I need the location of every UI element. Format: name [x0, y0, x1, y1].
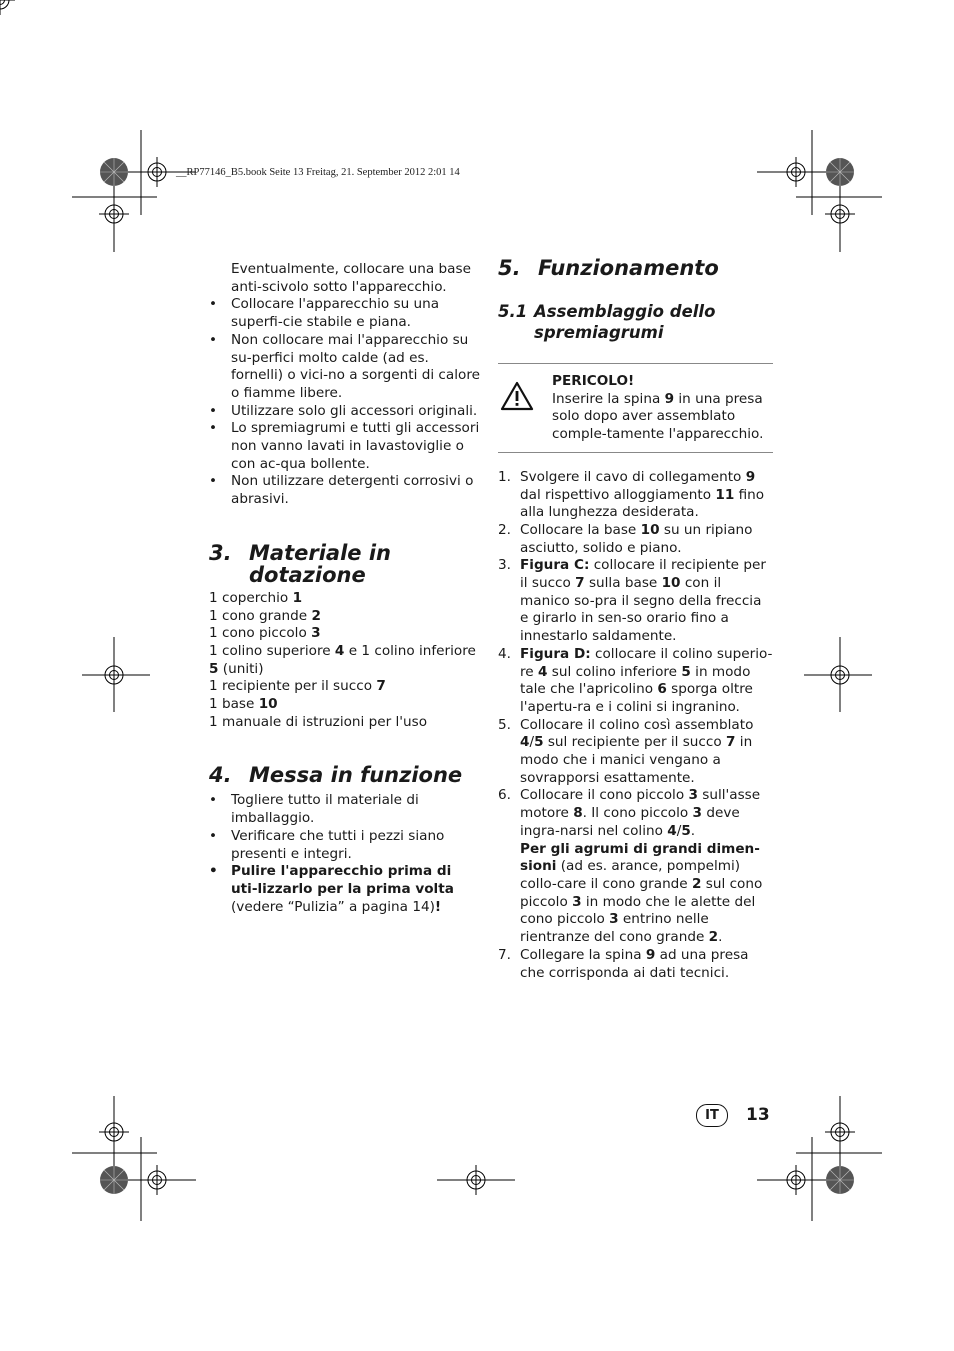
- list-item: 1 manuale di istruzioni per l'uso: [209, 713, 428, 730]
- list-item: • Togliere tutto il materiale di imballaggio.: [209, 792, 419, 827]
- list-item: • Lo spremiagrumi e tutti gli accessori non vanno lavati in lavastoviglie o con ac-qua bollente.: [209, 420, 480, 472]
- bullet-icon: •: [209, 420, 218, 437]
- section-4-heading: 4. Messa in funzione: [209, 763, 463, 788]
- section-5-heading: 5. Funzionamento: [498, 256, 719, 280]
- intro-text: Eventualmente, collocare una base anti-scivolo sotto l'apparecchio.: [231, 261, 471, 295]
- inventory-list: [209, 590, 481, 732]
- step-number: 5.: [498, 716, 511, 733]
- list-item: • Utilizzare solo gli accessori originali.: [209, 402, 478, 419]
- startup-list: [209, 792, 481, 916]
- list-item: 1 recipiente per il succo 7: [209, 678, 386, 695]
- list-item: • Verificare che tutti i pezzi siano presenti e integri.: [209, 827, 445, 862]
- right-column: [498, 257, 773, 982]
- step-item: 4. Figura D: collocare il colino superio-re 4 sul colino inferiore 5 in modo tale che l'apricolino 6 sporga oltre l'apertu-ra e i colini si ingranino.: [498, 645, 773, 715]
- warning-icon: [500, 381, 534, 411]
- list-item: • Pulire l'apparecchio prima di uti-lizzarlo per la prima volta (vedere “Pulizia” a pagina 14)!: [209, 863, 454, 915]
- list-item: 1 cono grande 2: [209, 607, 321, 624]
- step-number: 4.: [498, 645, 511, 662]
- bullet-icon: •: [209, 473, 218, 490]
- step-number: 6.: [498, 787, 511, 804]
- list-item: 1 base 10: [209, 696, 278, 713]
- step-item: 3. Figura C: collocare il recipiente per il succo 7 sulla base 10 con il manico so-pra il segno della freccia e girarlo in sen-so orario fino a innestarlo saldamente.: [498, 557, 766, 645]
- step-item: 5. Collocare il colino così assemblato 4/5 sul recipiente per il succo 7 in modo che i manici vengano a sovrapporsi esattamente.: [498, 716, 754, 786]
- left-column: [209, 261, 481, 916]
- step-number: 1.: [498, 468, 511, 485]
- step-number: 3.: [498, 557, 511, 574]
- safety-list: [209, 296, 481, 508]
- bullet-icon: •: [209, 331, 218, 348]
- list-item: 1 cono piccolo 3: [209, 625, 321, 642]
- bullet-icon: •: [209, 296, 218, 313]
- list-item: • Non collocare mai l'apparecchio su su-perfici molto calde (ad es. fornelli) o vici-no a sorgenti di calore o fiamme libere.: [209, 331, 480, 401]
- list-item: • Collocare l'apparecchio su una superfi-cie stabile e piana.: [209, 296, 440, 331]
- step-number: 7.: [498, 946, 511, 963]
- bullet-icon: •: [209, 827, 218, 844]
- step-item: 6. Collocare il cono piccolo 3 sull'asse motore 8. Il cono piccolo 3 deve ingra-narsi nel colino 4/5. Per gli agrumi di grandi dimen-sioni (ad es. arance, pompelmi) collo-care il cono grande 2 sul cono piccolo 3 in modo che le alette del cono piccolo 3 entrino nelle rientranze del cono grande 2.: [498, 787, 773, 946]
- bullet-icon: •: [209, 402, 218, 419]
- list-item: • Non utilizzare detergenti corrosivi o abrasivi.: [209, 473, 474, 508]
- step-note: Per gli agrumi di grandi dimen-sioni (ad es. arance, pompelmi) collo-care il cono grande 2 sul cono piccolo 3 in modo che le alette del cono piccolo 3 entrino nelle rientranze del cono grande 2.: [520, 840, 763, 946]
- section-5-1-heading: 5.1 Assemblaggio dello spremiagrumi: [498, 302, 716, 342]
- step-number: 2.: [498, 521, 511, 538]
- print-header: __RP77146_B5.book Seite 13 Freitag, 21. September 2012 2:01 14: [176, 167, 460, 178]
- list-item: 1 colino superiore 4 e 1 colino inferiore 5 (uniti): [209, 642, 476, 677]
- step-item: 2. Collocare la base 10 su un ripiano asciutto, solido e piano.: [498, 521, 753, 556]
- bullet-icon: •: [209, 863, 218, 880]
- assembly-steps: [498, 469, 773, 982]
- section-3-heading: 3. Materiale in dotazione: [209, 540, 391, 587]
- step-item: 1. Svolgere il cavo di collegamento 9 dal rispettivo alloggiamento 11 fino alla lunghezza desiderata.: [498, 468, 765, 521]
- language-badge: IT: [696, 1104, 728, 1127]
- step-item: 7. Collegare la spina 9 ad una presa che corrisponda ai dati tecnici.: [498, 946, 749, 981]
- list-item: 1 coperchio 1: [209, 589, 303, 606]
- danger-heading: PERICOLO!: [552, 373, 635, 389]
- page-number: 13: [746, 1105, 770, 1125]
- danger-notice: PERICOLO! Inserire la spina 9 in una presa solo dopo aver assemblato comple-tamente l'apparecchio.: [498, 363, 773, 453]
- bullet-icon: •: [209, 792, 218, 809]
